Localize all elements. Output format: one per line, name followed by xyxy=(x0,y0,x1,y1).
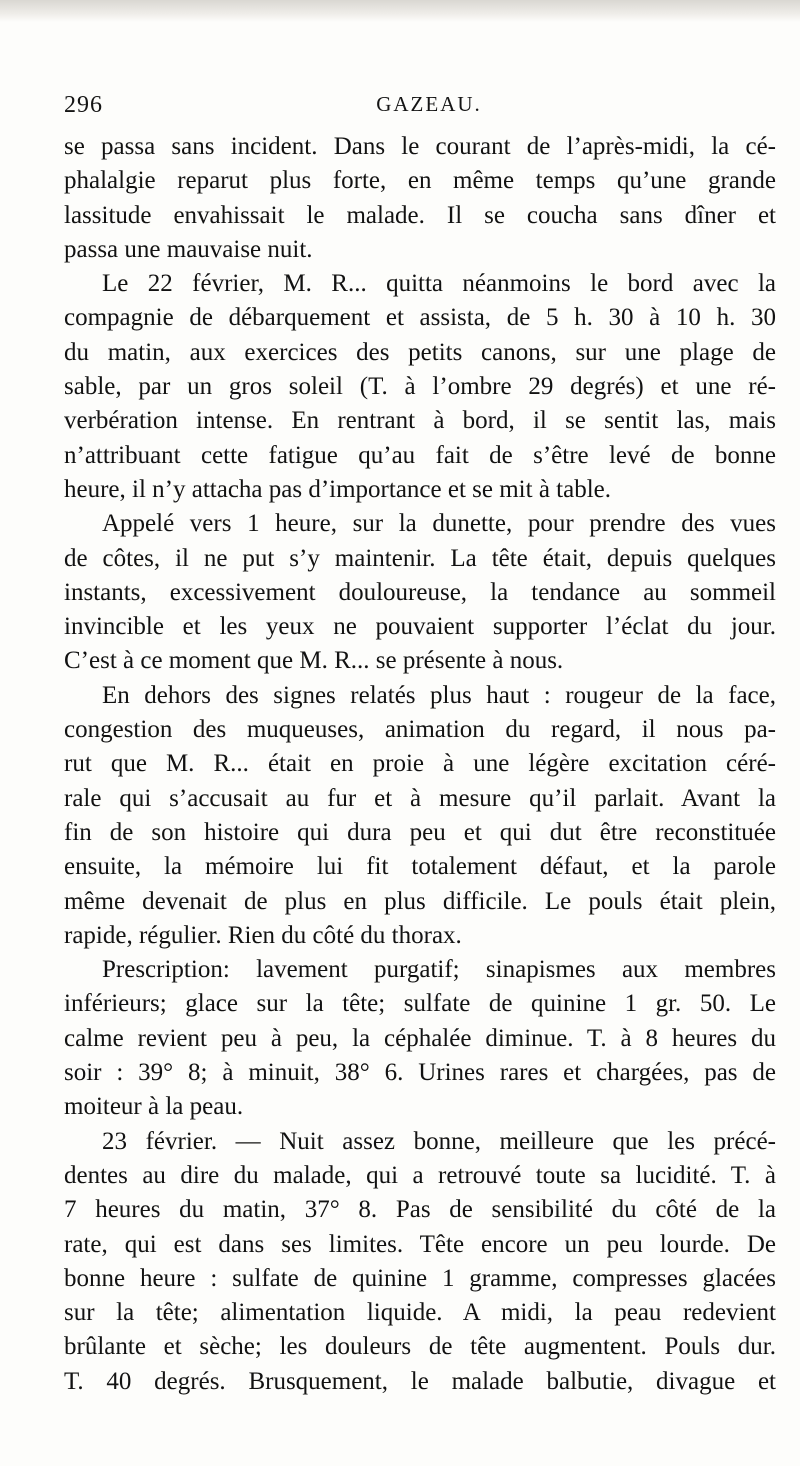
text-line: fin de son histoire qui dura peu et qui dut être reconstituée xyxy=(64,818,776,846)
text-line: même devenait de plus en plus difficile. Le pouls était plein, xyxy=(64,887,776,915)
text-line: verbération intense. En rentrant à bord, il se sentit las, mais xyxy=(64,407,776,435)
text-line: rapide, régulier. Rien du côté du thorax. xyxy=(64,921,462,949)
text-line: lassitude envahissait le malade. Il se coucha sans dîner et xyxy=(64,201,776,229)
text-line: soir : 39° 8; à minuit, 38° 6. Urines rares et chargées, pas de xyxy=(64,1059,776,1087)
text-line: brûlante et sèche; les douleurs de tête augmentent. Pouls dur. xyxy=(64,1333,776,1361)
text-line: compagnie de débarquement et assista, de 5 h. 30 à 10 h. 30 xyxy=(64,304,776,332)
text-line: 23 février. — Nuit assez bonne, meilleure que les précé- xyxy=(102,1127,776,1155)
text-line: phalalgie reparut plus forte, en même temps qu’une grande xyxy=(64,167,776,195)
text-line: sable, par un gros soleil (T. à l’ombre 29 degrés) et une ré- xyxy=(64,373,776,401)
paragraph xyxy=(64,953,776,1124)
text-line: ensuite, la mémoire lui fit totalement défaut, et la parole xyxy=(64,853,776,881)
text-line: rate, qui est dans ses limites. Tête encore un peu lourde. De xyxy=(64,1230,776,1258)
text-line: rale qui s’accusait au fur et à mesure qu’il parlait. Avant la xyxy=(64,784,776,812)
text-line: dentes au dire du malade, qui a retrouvé toute sa lucidité. T. à xyxy=(64,1161,776,1189)
text-line: passa une mauvaise nuit. xyxy=(64,235,313,263)
text-line: 7 heures du matin, 37° 8. Pas de sensibilité du côté de la xyxy=(64,1196,776,1224)
text-line: n’attribuant cette fatigue qu’au fait de s’être levé de bonne xyxy=(64,441,776,469)
text-line: bonne heure : sulfate de quinine 1 gramme, compresses glacées xyxy=(64,1264,776,1292)
text-line: sur la tête; alimentation liquide. A midi, la peau redevient xyxy=(64,1299,776,1327)
text-line: calme revient peu à peu, la céphalée diminue. T. à 8 heures du xyxy=(64,1024,776,1052)
body-text xyxy=(64,130,776,1399)
paragraph xyxy=(64,1125,776,1399)
text-line: de côtes, il ne put s’y maintenir. La tête était, depuis quelques xyxy=(64,544,776,572)
text-line: moiteur à la peau. xyxy=(64,1093,244,1121)
text-line: T. 40 degrés. Brusquement, le malade balbutie, divague et xyxy=(64,1367,776,1395)
text-line: Prescription: lavement purgatif; sinapismes aux membres xyxy=(102,956,776,984)
paragraph xyxy=(64,130,776,267)
page-header xyxy=(64,86,764,126)
page-number: 296 xyxy=(64,92,103,118)
text-line: du matin, aux exercices des petits canons, sur une plage de xyxy=(64,338,776,366)
text-line: inférieurs; glace sur la tête; sulfate de quinine 1 gr. 50. Le xyxy=(64,990,776,1018)
text-line: se passa sans incident. Dans le courant de l’après-midi, la cé- xyxy=(64,133,776,160)
text-line: heure, il n’y attacha pas d’importance et se mit à table. xyxy=(64,475,611,503)
paragraph xyxy=(64,679,776,953)
text-line: Le 22 février, M. R... quitta néanmoins le bord avec la xyxy=(102,270,776,298)
scan-edge xyxy=(0,0,800,22)
paragraph xyxy=(64,267,776,507)
text-line: C’est à ce moment que M. R... se présente à nous. xyxy=(64,647,564,675)
text-line: rut que M. R... était en proie à une légère excitation céré- xyxy=(64,750,776,778)
text-line: Appelé vers 1 heure, sur la dunette, pour prendre des vues xyxy=(102,510,776,538)
text-line: En dehors des signes relatés plus haut : rougeur de la face, xyxy=(102,681,776,709)
text-line: instants, excessivement douloureuse, la tendance au sommeil xyxy=(64,578,776,606)
text-line: invincible et les yeux ne pouvaient supporter l’éclat du jour. xyxy=(64,613,776,641)
running-title: GAZEAU. xyxy=(376,92,482,116)
paragraph xyxy=(64,507,776,678)
text-line: congestion des muqueuses, animation du regard, il nous pa- xyxy=(64,716,776,744)
